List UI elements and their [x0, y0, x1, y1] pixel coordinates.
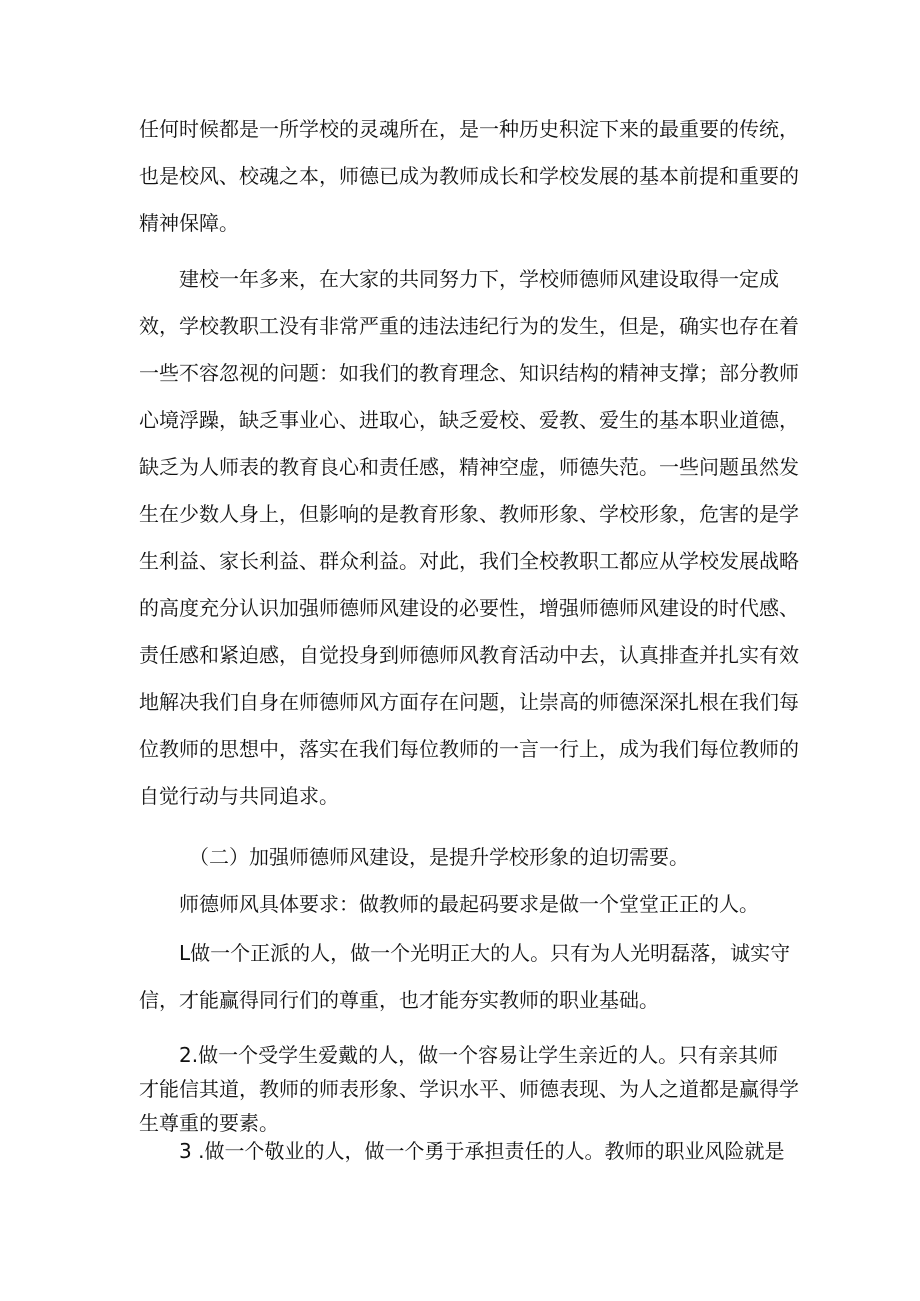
- section-heading-two: [139, 834, 799, 881]
- text-line: 任何时候都是一所学校的灵魂所在，是一种历史积淀下来的最重要的传统，: [139, 117, 799, 141]
- text-line: 师德师风具体要求：做教师的最起码要求是做一个堂堂正正的人。: [179, 892, 759, 916]
- text-line: 自觉行动与共同追求。: [139, 784, 339, 808]
- text-line: 也是校风、校魂之本，师德已成为教师成长和学校发展的基本前提和重要的: [139, 164, 799, 188]
- text-line: 精神保障。: [139, 211, 239, 235]
- text-line: 位教师的思想中，落实在我们每位教师的一言一行上，成为我们每位教师的: [139, 737, 799, 761]
- heading-text: （二）加强师德师风建设，是提升学校形象的迫切需要。: [189, 845, 689, 869]
- text-line: 建校一年多来，在大家的共同努力下，学校师德师风建设取得一定成: [179, 267, 779, 291]
- text-line: 生利益、家长利益、群众利益。对此，我们全校教职工都应从学校发展战略: [139, 549, 799, 573]
- text-line: 才能信其道，教师的师表形象、学识水平、师德表现、为人之道都是赢得学: [139, 1077, 799, 1101]
- text-line: 效，学校教职工没有非常严重的违法违纪行为的发生，但是，确实也存在着: [139, 314, 799, 338]
- text-line: 生尊重的要素。: [139, 1111, 279, 1135]
- text-line: 3 .做一个敬业的人，做一个勇于承担责任的人。教师的职业风险就是: [179, 1139, 785, 1163]
- list-item-3: [139, 1128, 799, 1175]
- text-line: 生在少数人身上，但影响的是教育形象、教师形象、学校形象，危害的是学: [139, 502, 799, 526]
- list-item-2: [139, 1038, 799, 1140]
- list-item-1: [139, 930, 799, 1024]
- text-line: 一些不容忽视的问题：如我们的教育理念、知识结构的精神支撑；部分教师: [139, 361, 799, 385]
- text-line: 的高度充分认识加强师德师风建设的必要性，增强师德师风建设的时代感、: [139, 596, 799, 620]
- text-line: 2.做一个受学生爱戴的人，做一个容易让学生亲近的人。只有亲其师: [179, 1043, 779, 1067]
- text-line: 信，才能赢得同行们的尊重，也才能夯实教师的职业基础。: [139, 988, 659, 1012]
- text-line: 缺乏为人师表的教育良心和责任感，精神空虚，师德失范。一些问题虽然发: [139, 455, 799, 479]
- paragraph-moral-importance: [139, 106, 799, 247]
- text-line: 责任感和紧迫感，自觉投身到师德师风教育活动中去，认真排查并扎实有效: [139, 643, 799, 667]
- text-line: 心境浮躁，缺乏事业心、进取心，缺乏爱校、爱教、爱生的基本职业道德，: [139, 408, 799, 432]
- text-line: 地解决我们自身在师德师风方面存在问题，让崇高的师德深深扎根在我们每: [139, 690, 799, 714]
- text-line: L做一个正派的人，做一个光明正大的人。只有为人光明磊落，诚实守: [179, 941, 791, 965]
- paragraph-school-problems: [139, 256, 799, 820]
- paragraph-requirements-intro: [139, 881, 799, 928]
